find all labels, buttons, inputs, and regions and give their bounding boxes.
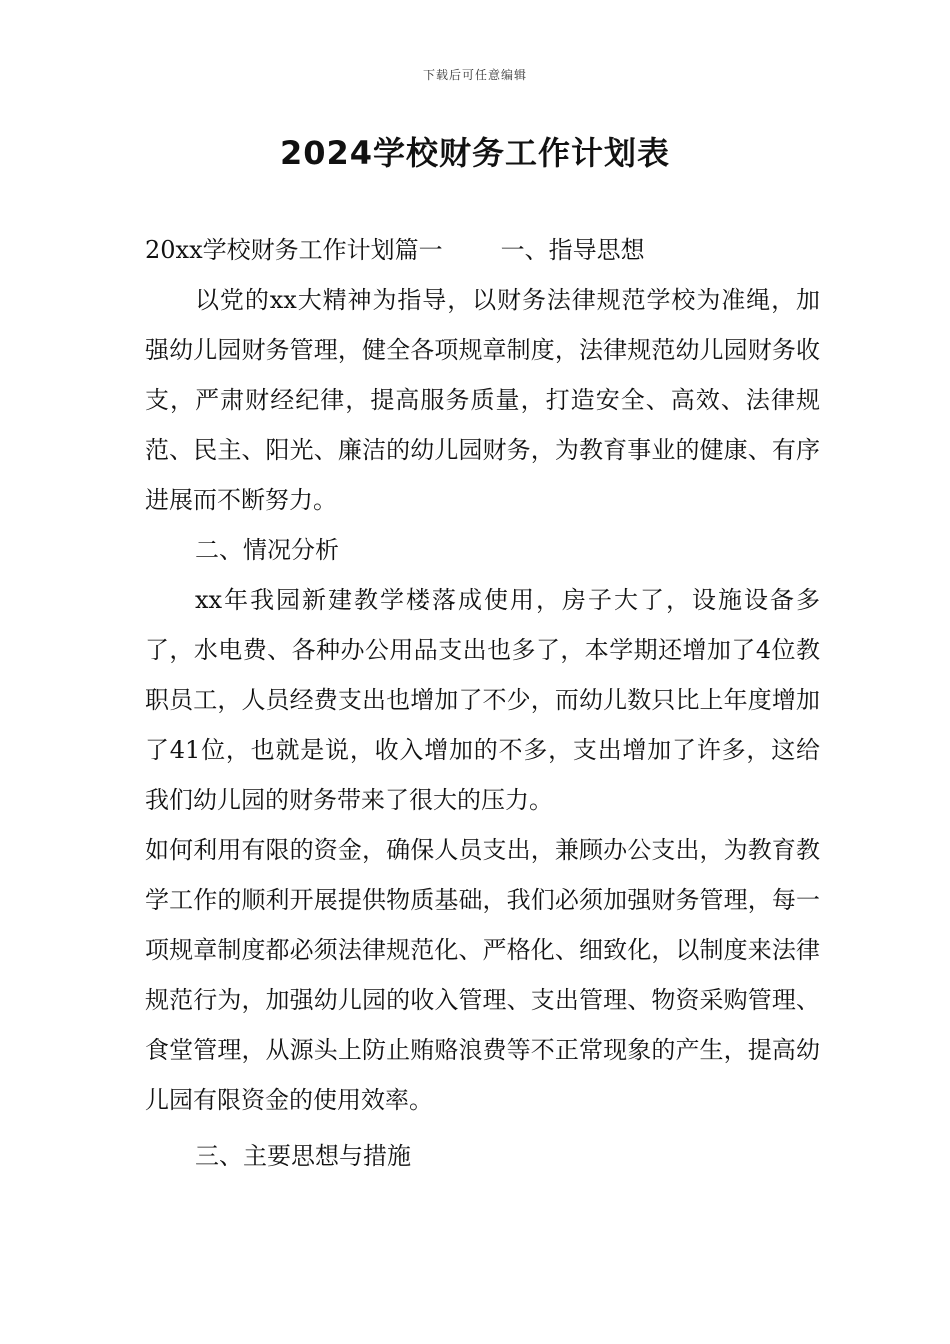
subtitle-left: 20xx学校财务工作计划篇一 — [145, 236, 443, 264]
document-body — [145, 225, 820, 1181]
paragraph-situation-analysis-continued: 如何利用有限的资金，确保人员支出，兼顾办公支出，为教育教学工作的顺利开展提供物质基础，我们必须加强财务管理，每一项规章制度都必须法律规范化、严格化、细致化，以制度来法律规范行为，加强幼儿园的收入管理、支出管理、物资采购管理、食堂管理，从源头上防止贿赂浪费等不正常现象的产生，提高幼儿园有限资金的使用效率。 — [145, 836, 820, 1114]
section-heading-1: 一、指导思想 — [500, 236, 645, 264]
subtitle-line — [145, 225, 820, 275]
section-heading-3: 三、主要思想与措施 — [195, 1142, 411, 1170]
document-title: 2024学校财务工作计划表 — [279, 134, 671, 172]
header-note: 下载后可任意编辑 — [422, 68, 527, 82]
paragraph-guiding-thought: 以党的xx大精神为指导，以财务法律规范学校为准绳，加强幼儿园财务管理，健全各项规章制度，法律规范幼儿园财务收支，严肃财经纪律，提高服务质量，打造安全、高效、法律规范、民主、阳光、廉洁的幼儿园财务，为教育事业的健康、有序进展而不断努力。 — [145, 286, 820, 514]
section-heading-2: 二、情况分析 — [195, 536, 339, 564]
paragraph-situation-analysis: xx年我园新建教学楼落成使用，房子大了，设施设备多了，水电费、各种办公用品支出也多了，本学期还增加了4位教职员工，人员经费支出也增加了不少，而幼儿数只比上年度增加了41位，也就是说，收入增加的不多，支出增加了许多，这给我们幼儿园的财务带来了很大的压力。 — [145, 586, 820, 814]
